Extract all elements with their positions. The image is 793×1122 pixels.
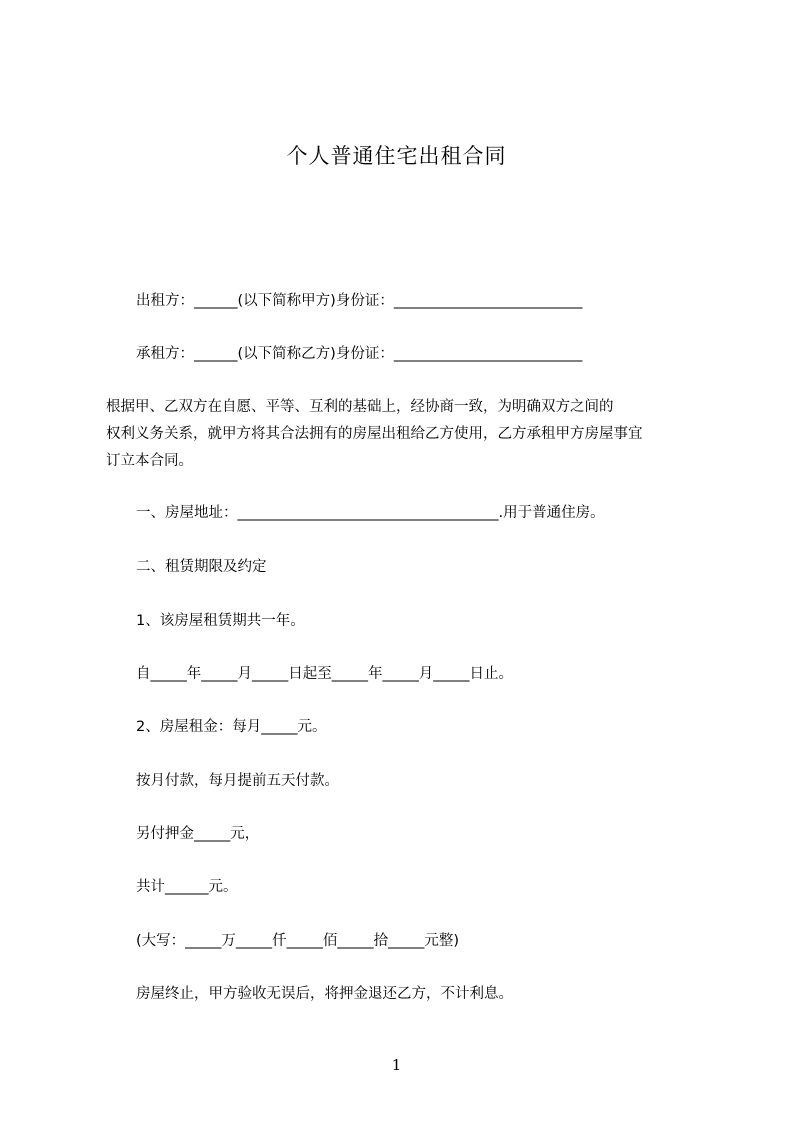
termination-line: 房屋终止，甲方验收无误后，将押金退还乙方，不计利息。 [136, 986, 513, 1002]
section-1-address: 一、房屋地址：____________________________________.用于普通住房。 [136, 505, 605, 521]
page-number: 1 [391, 1056, 402, 1074]
intro-row-3: 订立本合同。 [106, 453, 193, 469]
item-2-rent: 2、房屋租金：每月_____元。 [136, 719, 327, 735]
item-1-term: 1、该房屋租赁期共一年。 [136, 613, 305, 629]
payment-line: 按月付款，每月提前五天付款。 [136, 773, 339, 789]
total-line: 共计______元。 [136, 879, 238, 895]
intro-row-1: 根据甲、乙双方在自愿、平等、互利的基础上，经协商一致，为明确双方之间的 [106, 399, 614, 415]
lessor-line: 出租方：______(以下简称甲方)身份证：__________________________ [136, 293, 583, 309]
document-title: 个人普通住宅出租合同 [286, 144, 507, 168]
term-dates-line: 自_____年_____月_____日起至_____年_____月_____日止。 [136, 666, 513, 682]
intro-paragraph [106, 394, 706, 475]
capital-amount-line: (大写：_____万_____仟_____佰_____拾_____元整) [136, 933, 460, 949]
lessee-line: 承租方：______(以下简称乙方)身份证：__________________________ [136, 346, 583, 362]
section-2-heading: 二、租赁期限及约定 [136, 559, 267, 575]
intro-row-2: 权利义务关系，就甲方将其合法拥有的房屋出租给乙方使用，乙方承租甲方房屋事宜 [106, 426, 643, 442]
deposit-line: 另付押金_____元， [136, 826, 260, 842]
